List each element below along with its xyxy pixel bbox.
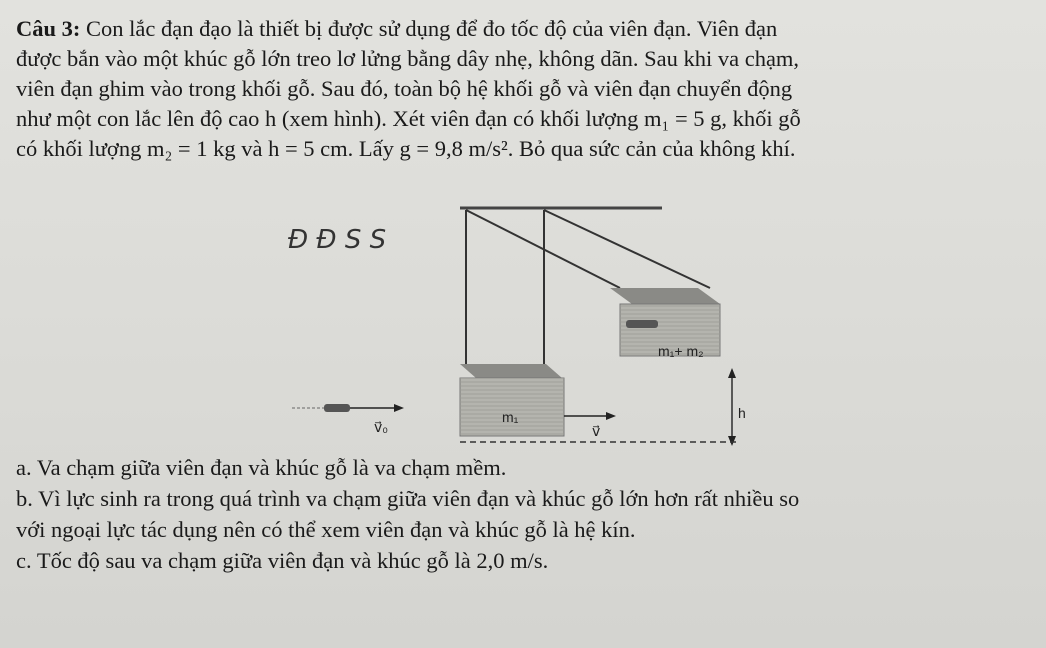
label-block-rest: m₁ — [502, 409, 519, 425]
rest-block-top — [460, 364, 562, 378]
pendulum-diagram — [270, 196, 790, 456]
question-line-5: có khối lượng m₂ = 1 kg và h = 5 cm. Lấy g = 9,8 m/s². Bỏ qua sức cản của không khí. — [16, 136, 796, 161]
statement-a: a. Va chạm giữa viên đạn và khúc gỗ là va chạm mềm. — [16, 455, 507, 480]
question-label: Câu 3: — [16, 16, 81, 41]
statement-b-line-2: với ngoại lực tác dụng nên có thể xem viên đạn và khúc gỗ là hệ kín. — [16, 517, 636, 542]
velocity-arrowhead-block — [606, 412, 616, 420]
label-velocity-block: v⃗ — [592, 423, 601, 439]
string-right-raised — [544, 210, 710, 288]
question-line-1: Câu 3: Con lắc đạn đạo là thiết bị được sử dụng để đo tốc độ của viên đạn. Viên đạn — [16, 16, 778, 41]
statement-b-line-1: b. Vì lực sinh ra trong quá trình va chạm giữa viên đạn và khúc gỗ lớn hơn rất nhiều so — [16, 486, 800, 511]
ballistic-pendulum-figure — [270, 196, 790, 456]
statement-c: c. Tốc độ sau va chạm giữa viên đạn và khúc gỗ là 2,0 m/s. — [16, 548, 549, 573]
embedded-bullet — [626, 320, 658, 328]
bullet — [324, 404, 350, 412]
height-arrow-down — [728, 436, 736, 446]
question-paragraph — [16, 14, 1028, 164]
statements-list — [16, 452, 1028, 576]
raised-block-top — [610, 288, 720, 304]
question-line-2: được bắn vào một khúc gỗ lớn treo lơ lửng bằng dây nhẹ, không dãn. Sau khi va chạm, — [16, 46, 800, 71]
velocity-arrowhead-bullet — [394, 404, 404, 412]
question-line-3: viên đạn ghim vào trong khối gỗ. Sau đó, toàn bộ hệ khối gỗ và viên đạn chuyển động — [16, 76, 793, 101]
label-velocity-bullet: v⃗₀ — [374, 419, 389, 435]
label-block-moving: m₁+ m₂ — [658, 343, 704, 359]
height-arrow-up — [728, 368, 736, 378]
handwritten-answers: Đ Đ S S — [288, 225, 387, 255]
label-height: h — [738, 405, 746, 421]
rest-block-texture — [460, 378, 564, 436]
question-line-4: như một con lắc lên độ cao h (xem hình). Xét viên đạn có khối lượng m₁ = 5 g, khối gỗ — [16, 106, 801, 131]
